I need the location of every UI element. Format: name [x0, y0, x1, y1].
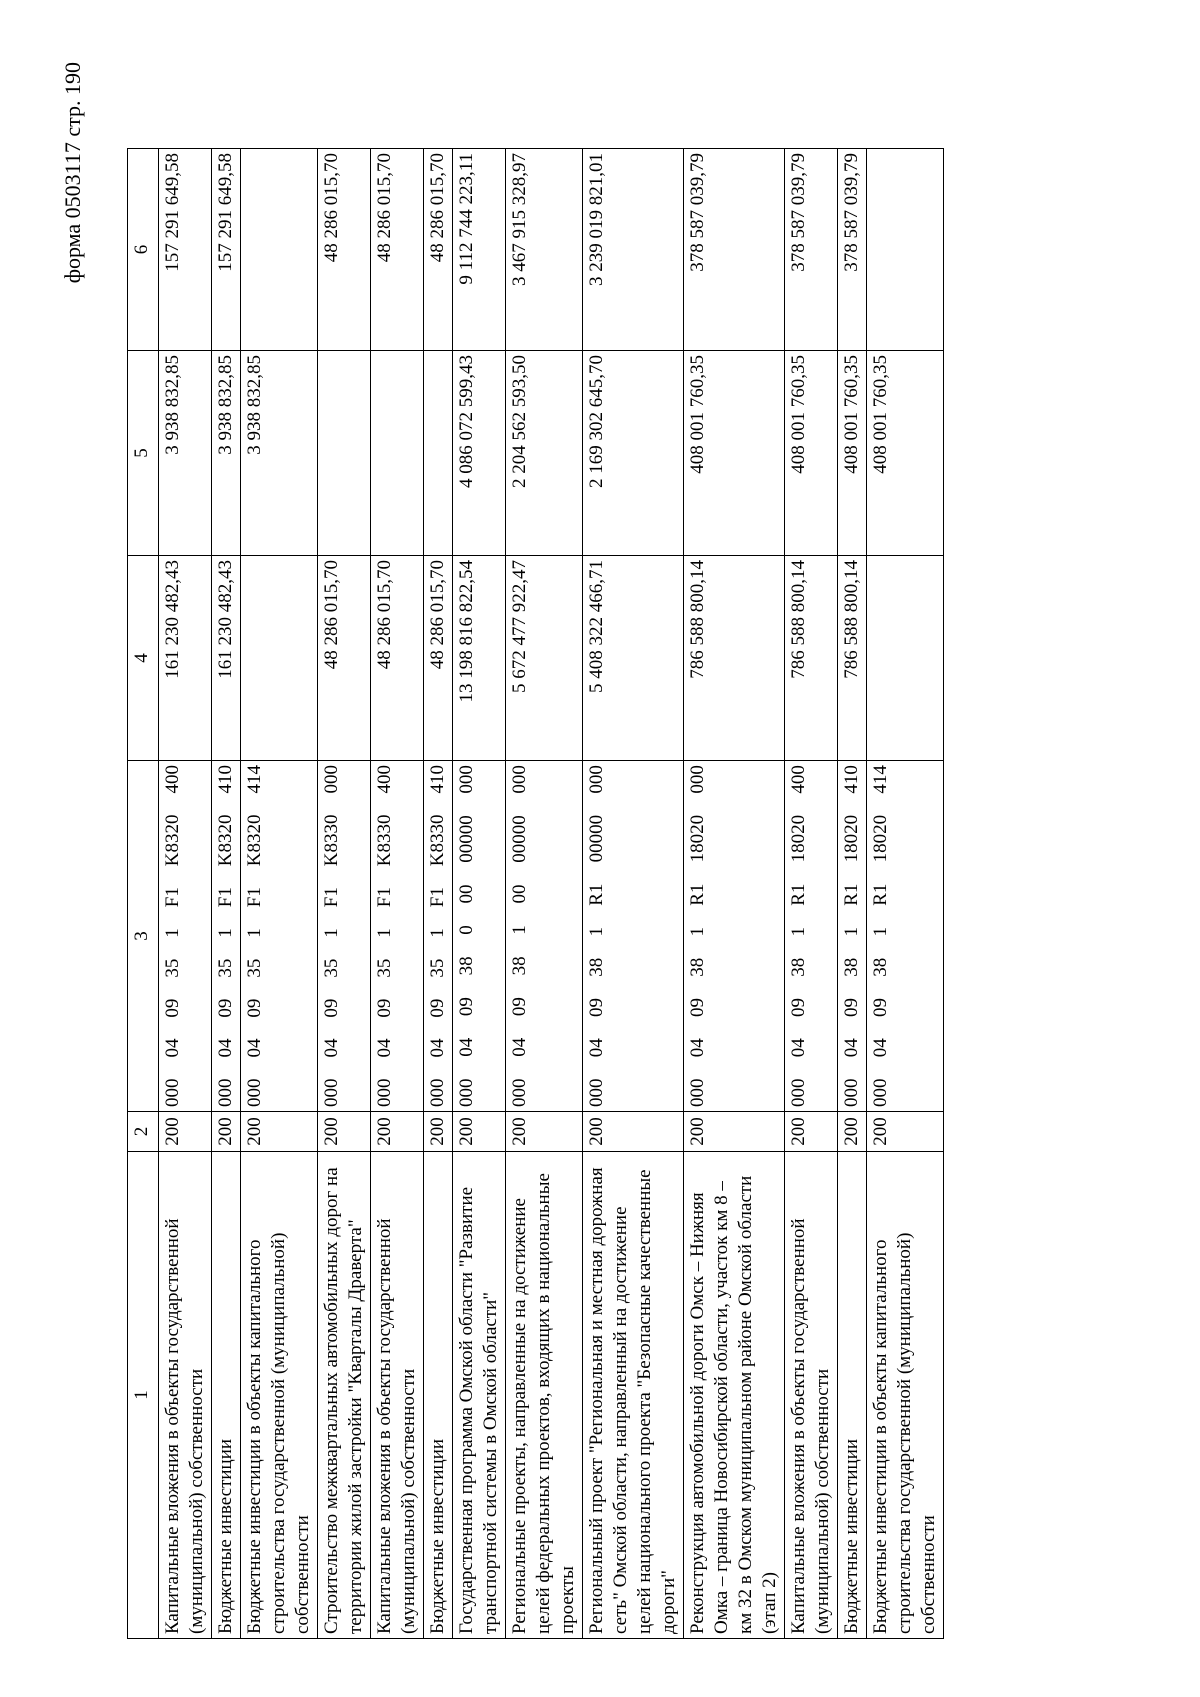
- budget-code-parts: [869, 765, 893, 1107]
- budget-code-part: 04: [788, 1038, 809, 1058]
- budget-code-part: 04: [215, 1038, 236, 1058]
- column-header-2: 2: [128, 1112, 159, 1152]
- budget-code-part: 38: [687, 957, 708, 977]
- header-row: [128, 149, 159, 1639]
- budget-code-part: 35: [374, 958, 395, 978]
- table-row: [838, 149, 867, 1639]
- budget-code-part: 09: [162, 998, 183, 1018]
- budget-code-parts: [787, 765, 811, 1107]
- row-amount-col5: 2 169 302 645,70: [583, 351, 684, 556]
- budget-code-part: 1: [427, 928, 448, 938]
- budget-code-part: 04: [687, 1038, 708, 1058]
- row-amount-col5: 408 001 760,35: [867, 351, 944, 556]
- budget-code-part: 00: [456, 884, 477, 904]
- table-row: [506, 149, 583, 1639]
- budget-code-part: 09: [215, 998, 236, 1018]
- budget-code-part: 09: [509, 997, 530, 1017]
- budget-code-part: 04: [374, 1038, 395, 1058]
- row-amount-col6: [867, 149, 944, 351]
- row-amount-col4: 161 230 482,43: [212, 556, 241, 761]
- budget-code-part: 09: [427, 998, 448, 1018]
- budget-code-part: F1: [215, 887, 236, 908]
- budget-code-part: 09: [788, 998, 809, 1017]
- budget-code-part: R1: [870, 883, 891, 906]
- row-amount-col5: 2 204 562 593,50: [506, 351, 583, 556]
- row-line-code: 200: [371, 1112, 424, 1152]
- budget-code-part: F1: [244, 887, 265, 908]
- row-budget-code: [318, 761, 371, 1112]
- row-amount-col6: 378 587 039,79: [684, 149, 785, 351]
- row-amount-col4: 13 198 816 822,54: [453, 556, 506, 761]
- budget-code-part: 00000: [586, 814, 607, 863]
- row-amount-col4: [241, 556, 318, 761]
- row-amount-col4: 161 230 482,43: [159, 556, 212, 761]
- column-header-5: 5: [128, 351, 159, 556]
- budget-code-part: 38: [788, 957, 809, 977]
- row-amount-col4: 48 286 015,70: [371, 556, 424, 761]
- table-row: [684, 149, 785, 1639]
- row-name: Бюджетные инвестиции: [838, 1152, 867, 1639]
- row-amount-col6: 157 291 649,58: [159, 149, 212, 351]
- row-name: Строительство межквартальных автомобильных дорог на территории жилой застройки "Кварталы Драверта": [318, 1152, 371, 1639]
- budget-code-part: 1: [788, 927, 809, 937]
- row-line-code: 200: [159, 1112, 212, 1152]
- budget-code-part: 1: [509, 925, 530, 935]
- budget-code-part: 35: [321, 958, 342, 978]
- row-amount-col4: 5 672 477 922,47: [506, 556, 583, 761]
- budget-code-parts: [840, 765, 864, 1107]
- table-row: [583, 149, 684, 1639]
- budget-code-part: R1: [841, 883, 862, 906]
- budget-code-part: 1: [687, 927, 708, 937]
- budget-code-part: 000: [509, 1078, 530, 1107]
- budget-code-part: 09: [687, 998, 708, 1017]
- budget-code-part: 1: [321, 928, 342, 938]
- row-line-code: 200: [867, 1112, 944, 1152]
- budget-code-part: 000: [586, 1078, 607, 1107]
- budget-code-part: K8330: [321, 814, 342, 867]
- row-name: Капитальные вложения в объекты государственной (муниципальной) собственности: [785, 1152, 838, 1639]
- row-amount-col4: 5 408 322 466,71: [583, 556, 684, 761]
- budget-code-part: 09: [456, 997, 477, 1017]
- budget-code-part: 1: [586, 927, 607, 937]
- budget-code-part: 04: [162, 1038, 183, 1058]
- row-line-code: 200: [684, 1112, 785, 1152]
- report-table: [127, 148, 944, 1639]
- row-amount-col4: 786 588 800,14: [684, 556, 785, 761]
- row-amount-col4: 48 286 015,70: [424, 556, 453, 761]
- budget-code-parts: [508, 765, 532, 1107]
- row-name: Региональные проекты, направленные на достижение целей федеральных проектов, входящих в национальные проекты: [506, 1152, 583, 1639]
- budget-code-part: 04: [321, 1038, 342, 1058]
- row-amount-col6: 378 587 039,79: [785, 149, 838, 351]
- row-amount-col6: 9 112 744 223,11: [453, 149, 506, 351]
- row-budget-code: [453, 761, 506, 1112]
- budget-code-parts: [243, 765, 267, 1107]
- budget-code-parts: [686, 765, 710, 1107]
- budget-code-part: 04: [870, 1038, 891, 1058]
- budget-code-part: 000: [687, 1078, 708, 1107]
- budget-code-part: 1: [841, 927, 862, 937]
- row-amount-col5: 408 001 760,35: [838, 351, 867, 556]
- row-amount-col5: 3 938 832,85: [159, 351, 212, 556]
- budget-code-part: 18020: [841, 814, 862, 863]
- budget-code-part: 18020: [788, 814, 809, 863]
- budget-code-part: F1: [162, 887, 183, 908]
- row-amount-col6: 157 291 649,58: [212, 149, 241, 351]
- budget-code-part: 000: [321, 1078, 342, 1107]
- row-amount-col5: [371, 351, 424, 556]
- row-amount-col5: [318, 351, 371, 556]
- budget-code-part: 000: [427, 1078, 448, 1107]
- budget-code-part: R1: [788, 883, 809, 906]
- row-amount-col6: 3 467 915 328,97: [506, 149, 583, 351]
- budget-code-part: 38: [509, 956, 530, 976]
- row-amount-col5: [424, 351, 453, 556]
- row-name: Бюджетные инвестиции: [212, 1152, 241, 1639]
- budget-code-part: 04: [456, 1037, 477, 1057]
- budget-code-part: 38: [586, 957, 607, 977]
- row-amount-col4: 786 588 800,14: [785, 556, 838, 761]
- row-line-code: 200: [453, 1112, 506, 1152]
- budget-code-part: 410: [215, 765, 236, 794]
- table-row: [453, 149, 506, 1639]
- budget-code-part: 38: [870, 957, 891, 977]
- row-name: Бюджетные инвестиции в объекты капитального строительства государственной (муниципальной) собственности: [867, 1152, 944, 1639]
- budget-code-parts: [320, 765, 344, 1107]
- row-budget-code: [867, 761, 944, 1112]
- budget-code-part: 000: [870, 1078, 891, 1107]
- row-name: Капитальные вложения в объекты государственной (муниципальной) собственности: [159, 1152, 212, 1639]
- budget-code-part: 35: [215, 958, 236, 978]
- row-amount-col4: 786 588 800,14: [838, 556, 867, 761]
- budget-code-part: 414: [244, 765, 265, 794]
- row-amount-col6: 48 286 015,70: [424, 149, 453, 351]
- row-budget-code: [684, 761, 785, 1112]
- budget-code-part: 18020: [870, 814, 891, 863]
- budget-code-part: 09: [586, 998, 607, 1017]
- budget-code-part: 410: [427, 765, 448, 794]
- budget-code-part: K8320: [244, 814, 265, 867]
- budget-code-parts: [373, 765, 397, 1107]
- row-amount-col5: 3 938 832,85: [212, 351, 241, 556]
- budget-code-part: K8320: [162, 814, 183, 867]
- column-header-6: 6: [128, 149, 159, 351]
- row-amount-col6: 48 286 015,70: [371, 149, 424, 351]
- row-budget-code: [159, 761, 212, 1112]
- budget-code-part: 000: [788, 1078, 809, 1107]
- row-amount-col6: [241, 149, 318, 351]
- row-line-code: 200: [506, 1112, 583, 1152]
- row-budget-code: [371, 761, 424, 1112]
- row-amount-col6: 378 587 039,79: [838, 149, 867, 351]
- table-row: [318, 149, 371, 1639]
- budget-code-part: 1: [374, 928, 395, 938]
- column-header-3: 3: [128, 761, 159, 1112]
- budget-code-part: 1: [244, 928, 265, 938]
- row-budget-code: [506, 761, 583, 1112]
- budget-code-part: F1: [374, 887, 395, 908]
- budget-code-part: 400: [788, 765, 809, 794]
- budget-code-part: 09: [841, 998, 862, 1017]
- table-row: [241, 149, 318, 1639]
- row-amount-col5: 3 938 832,85: [241, 351, 318, 556]
- budget-code-part: 000: [244, 1078, 265, 1107]
- table-row: [785, 149, 838, 1639]
- budget-code-part: 1: [870, 927, 891, 937]
- budget-code-part: 000: [321, 765, 342, 794]
- column-header-4: 4: [128, 556, 159, 761]
- budget-code-part: 414: [870, 765, 891, 794]
- budget-code-part: 00000: [456, 815, 477, 863]
- row-name: Региональный проект "Региональная и местная дорожная сеть" Омской области, направленный на достижение целей национального проекта "Безопасные качественные дороги": [583, 1152, 684, 1639]
- table-row: [424, 149, 453, 1639]
- row-budget-code: [838, 761, 867, 1112]
- budget-code-part: 0: [456, 925, 477, 935]
- budget-code-parts: [214, 765, 238, 1107]
- row-budget-code: [785, 761, 838, 1112]
- row-budget-code: [583, 761, 684, 1112]
- row-line-code: 200: [583, 1112, 684, 1152]
- row-line-code: 200: [212, 1112, 241, 1152]
- budget-code-part: 04: [586, 1038, 607, 1058]
- row-budget-code: [241, 761, 318, 1112]
- budget-code-part: 1: [215, 928, 236, 938]
- budget-code-part: 35: [162, 958, 183, 978]
- budget-code-part: 000: [374, 1078, 395, 1107]
- table-body: [159, 149, 944, 1639]
- budget-code-parts: [455, 765, 479, 1107]
- row-amount-col4: 48 286 015,70: [318, 556, 371, 761]
- row-amount-col4: [867, 556, 944, 761]
- table-row: [212, 149, 241, 1639]
- budget-code-part: 04: [427, 1038, 448, 1058]
- row-amount-col5: 408 001 760,35: [684, 351, 785, 556]
- budget-code-part: 000: [215, 1078, 236, 1107]
- row-amount-col5: 408 001 760,35: [785, 351, 838, 556]
- budget-code-part: F1: [321, 887, 342, 908]
- form-label: форма 0503117 стр. 190: [60, 62, 85, 284]
- row-name: Бюджетные инвестиции: [424, 1152, 453, 1639]
- table-row: [371, 149, 424, 1639]
- budget-code-part: 000: [162, 1078, 183, 1107]
- column-header-1: 1: [128, 1152, 159, 1639]
- budget-code-part: 1: [162, 928, 183, 938]
- budget-code-parts: [426, 765, 450, 1107]
- row-budget-code: [424, 761, 453, 1112]
- budget-code-part: 00: [509, 884, 530, 904]
- row-line-code: 200: [838, 1112, 867, 1152]
- row-amount-col5: 4 086 072 599,43: [453, 351, 506, 556]
- row-amount-col6: 48 286 015,70: [318, 149, 371, 351]
- budget-code-part: 38: [841, 957, 862, 977]
- budget-code-part: R1: [586, 883, 607, 906]
- budget-code-part: 000: [456, 765, 477, 794]
- budget-code-part: 18020: [687, 814, 708, 863]
- row-line-code: 200: [241, 1112, 318, 1152]
- row-name: Реконструкция автомобильной дороги Омск – Нижняя Омка – граница Новосибирской области, участок км 8 – км 32 в Омском муниципальном районе Омской области (этап 2): [684, 1152, 785, 1639]
- row-line-code: 200: [424, 1112, 453, 1152]
- budget-code-part: 400: [374, 765, 395, 794]
- budget-code-part: K8330: [374, 814, 395, 867]
- budget-code-part: 35: [427, 958, 448, 978]
- budget-code-part: 00000: [509, 815, 530, 863]
- budget-code-part: 35: [244, 958, 265, 978]
- row-name: Государственная программа Омской области "Развитие транспортной системы в Омской области": [453, 1152, 506, 1639]
- budget-code-part: 000: [509, 765, 530, 794]
- budget-code-part: R1: [687, 883, 708, 906]
- row-name: Бюджетные инвестиции в объекты капитального строительства государственной (муниципальной) собственности: [241, 1152, 318, 1639]
- budget-code-part: 400: [162, 765, 183, 794]
- budget-code-part: 000: [687, 765, 708, 794]
- budget-code-parts: [585, 765, 609, 1107]
- row-budget-code: [212, 761, 241, 1112]
- table-row: [867, 149, 944, 1639]
- budget-code-part: 38: [456, 956, 477, 976]
- budget-code-parts: [161, 765, 185, 1107]
- budget-code-part: 000: [456, 1078, 477, 1107]
- budget-code-part: 04: [509, 1037, 530, 1057]
- budget-code-part: 000: [586, 765, 607, 794]
- row-name: Капитальные вложения в объекты государственной (муниципальной) собственности: [371, 1152, 424, 1639]
- budget-code-part: 09: [244, 998, 265, 1018]
- row-amount-col6: 3 239 019 821,01: [583, 149, 684, 351]
- budget-code-part: 04: [244, 1038, 265, 1058]
- budget-code-part: 09: [870, 998, 891, 1017]
- table-header: [128, 149, 159, 1639]
- budget-code-part: 000: [841, 1078, 862, 1107]
- row-line-code: 200: [785, 1112, 838, 1152]
- budget-code-part: 09: [321, 998, 342, 1018]
- budget-code-part: K8320: [215, 814, 236, 867]
- table-row: [159, 149, 212, 1639]
- budget-code-part: K8330: [427, 814, 448, 867]
- budget-code-part: 04: [841, 1038, 862, 1058]
- budget-code-part: F1: [427, 887, 448, 908]
- row-line-code: 200: [318, 1112, 371, 1152]
- budget-code-part: 09: [374, 998, 395, 1018]
- budget-code-part: 410: [841, 765, 862, 794]
